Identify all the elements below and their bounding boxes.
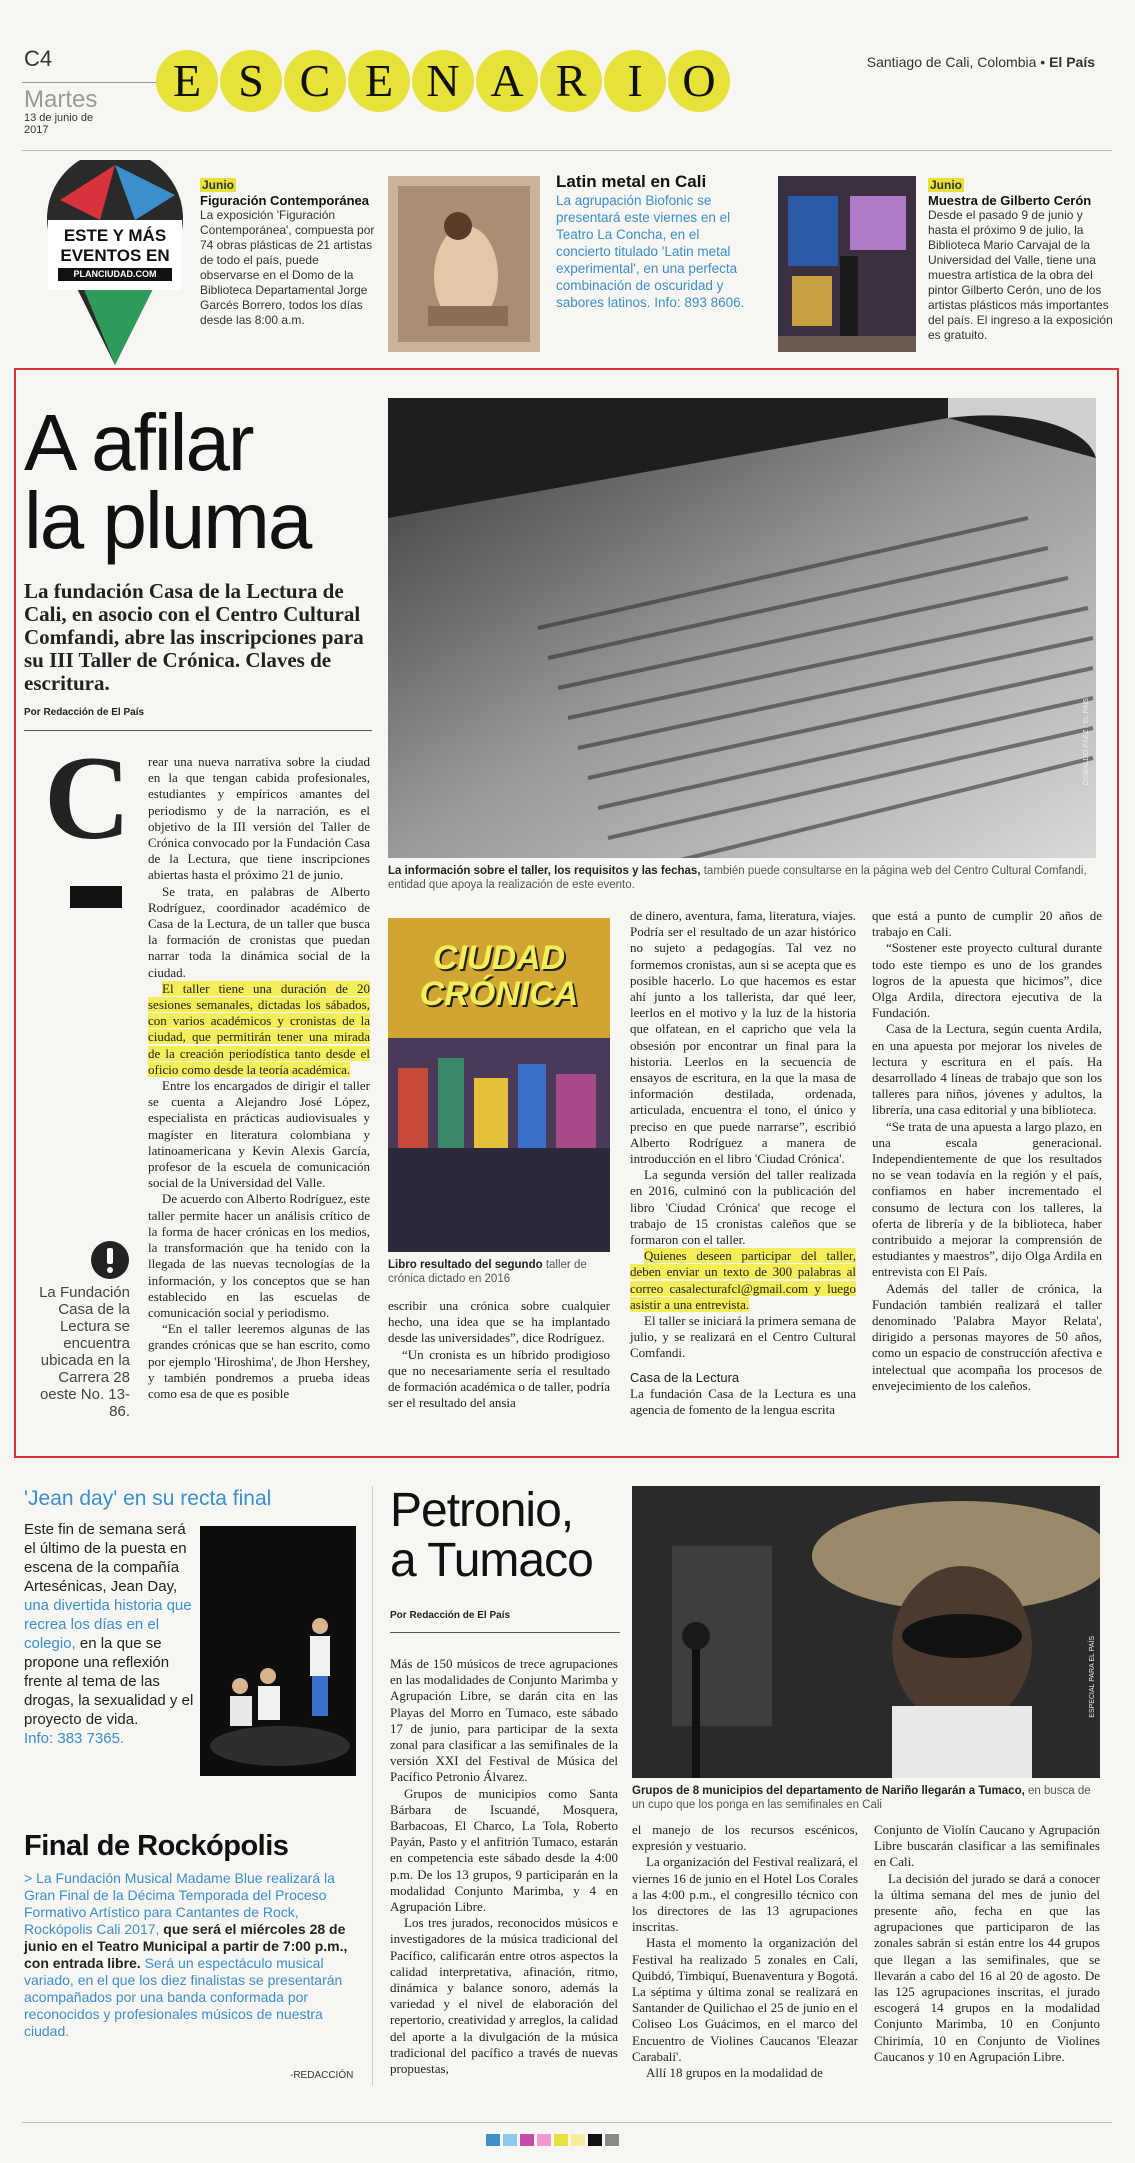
caption-rest: también puede consultarse en la página web del Centro Cultural Comfandi, entidad que apoya la realización de este evento. <box>388 865 1087 891</box>
registration-swatch <box>588 2134 602 2146</box>
paragraph: rear una nueva narrativa sobre la ciudad en la que tengan cabida profesionales, estudiantes y empíricos amantes del periodismo y de la narración, es el objetivo de la III versión del Taller de Crónica convocado por la Fundación Casa de la Lectura, que tiene inscripciones abiertas hasta el próximo 21 de junio. <box>148 754 370 883</box>
agenda-item-figuracion[interactable] <box>200 178 380 328</box>
caption-rest: en busca de un cupo que los ponga en las semifinales en Cali <box>632 1785 1091 1811</box>
logo-line2: EVENTOS EN <box>60 246 170 265</box>
feature-col3 <box>630 908 856 1418</box>
paragraph: “Un cronista es un híbrido prodigioso que no necesariamente sería el resultado de formación académica o de taller, podría ser el resultado del ansia <box>388 1346 610 1411</box>
agenda-item-title: Muestra de Gilberto Cerón <box>928 193 1092 208</box>
registration-swatch <box>520 2134 534 2146</box>
section-letter: A <box>476 50 538 112</box>
paragraph: que está a punto de cumplir 20 años de trabajo en Cali. <box>872 908 1102 940</box>
headline-line: A afilar <box>24 398 253 487</box>
agenda-photo-ceron <box>778 176 916 352</box>
headline-line: la pluma <box>24 476 311 565</box>
paragraph: La decisión del jurado se dará a conocer la última semana del mes de junio del presente año, fecha en que las agrupaciones que participaron de las zonales sabrán si están entre los 44 grupos que llegan a las semifinales, que se llevarán a cabo del 16 al 20 de agosto. De las 125 agrupaciones inscritas, el jurado escogerá 14 grupos en la modalidad Conjunto Marimba, 10 en Conjunto Chirimía, 10 en Conjunto de Violines Caucanos y 10 en Agrupación Libre. <box>874 1870 1100 2064</box>
section-letter: O <box>668 50 730 112</box>
paragraph: Hasta el momento la organización del Festival ha realizado 5 zonales en Cali, Quibdó, Timbiquí, Buenaventura y Bogotá. La séptima y última zonal se realizará en Santander de Quilichao el 25 de junio en el Coliseo Los Guácimos, en el marco del Encuentro de Violines Caucanos 'Eleazar Carabalí'. <box>632 1935 858 2064</box>
feature-col2-bottom <box>388 1298 610 1411</box>
petronio-byline: Por Redacción de El País <box>390 1610 511 1621</box>
agenda-tag: Junio <box>930 178 962 192</box>
section-letter: N <box>412 50 474 112</box>
city-text: Santiago de Cali, Colombia <box>866 54 1037 70</box>
petronio-caption <box>632 1784 1100 1812</box>
main-photo-caption <box>388 864 1088 892</box>
paragraph: Grupos de municipios como Santa Bárbara de Iscuandé, Mosquera, Barbacoas, El Charco, La Tola, Roberto Payán, Pasto y el anfitrión Tumaco, estarán en competencia este sábado desde la 4:00 p.m. De los 13 grupos, 9 participarán en la modalidad Conjunto Marimba, y 4 en Agrupación Libre. <box>390 1785 618 1915</box>
jean-day-text-c: en la que se propone una reflexión frente al tema de las drogas, la sexualidad y el proyecto de vida. <box>24 1635 194 1728</box>
paragraph: Los tres jurados, reconocidos músicos e investigadores de la música tradicional del Pacífico, calificarán entre otros aspectos la calidad interpretativa, afinación, ritmo, dinámica y balance sonoro, además la variedad y el nivel de elaboración del repertorio, creatividad y arreglos, la calidad del aporte a la divulgación de la música tradicional del pacífico a través de nuevas propuestas, <box>390 1915 618 2077</box>
gallery-image <box>778 176 916 352</box>
petronio-col2 <box>632 1822 858 2081</box>
rockopolis-text-c: Será un espectáculo musical variado, en el que los diez finalistas se presentarán acompañados por una banda conformada por reconocidos y profesionales músicos de nuestra ciudad. <box>24 1955 343 2039</box>
agenda-item-text: La exposición 'Figuración Contemporánea', compuesta por 74 obras plásticas de 21 artistas de todo el país, puede observarse en el Domo de la Biblioteca Departamental Jorge Garcés Borrero, todos los días desde las 8:00 a.m. <box>200 208 375 327</box>
paragraph: el manejo de los recursos escénicos, expresión y vestuario. <box>632 1822 858 1854</box>
header-rule <box>22 150 1112 151</box>
paragraph: “Se trata de una apuesta a largo plazo, en una escala generacional. Independientemente de que los resultados no se vean todavía en la región y el país, confiamos en haber incrementado el consumo de lectura con los talleres, la oferta de librería y de la biblioteca, haber contribuido a mejorar la comprensión de estudiantes y maestros”, dijo Olga Ardila en entrevista con El País. <box>872 1118 1102 1280</box>
logo-site: PLANCIUDAD.COM <box>58 268 172 281</box>
agenda-item-ceron[interactable] <box>928 178 1113 343</box>
map-pin-icon <box>40 160 190 370</box>
planciudad-logo[interactable] <box>40 160 190 370</box>
drop-cap: C <box>44 731 131 864</box>
paragraph: Allí 18 grupos en la modalidad de <box>646 2065 823 2081</box>
section-letter: E <box>348 50 410 112</box>
registration-swatch <box>605 2134 619 2146</box>
paragraph: La segunda versión del taller realizada en 2016, culminó con la publicación del libro 'Ciudad Crónica' que recoge el trabajo de 15 cronistas caleños que se formaron con el taller. <box>630 1167 856 1248</box>
title-line: Petronio, <box>390 1484 574 1537</box>
section-letter: E <box>156 50 218 112</box>
petronio-col3 <box>874 1822 1100 2065</box>
subheading: Casa de la Lectura <box>630 1369 740 1385</box>
caption-bold: La información sobre el taller, los requisitos y las fechas, <box>388 865 701 877</box>
feature-byline: Por Redacción de El País <box>24 707 145 718</box>
header-divider <box>22 82 162 83</box>
feature-deck: La fundación Casa de la Lectura de Cali, en asocio con el Centro Cultural Comfandi, abre las inscripciones para su III Taller de Crónica. Claves de escritura. <box>24 579 364 695</box>
paper-name: El País <box>1049 54 1095 70</box>
highlighted-text: Quienes deseen participar del taller, deben enviar un texto de 300 palabras al correo casalecturafcl@gmail.com y luego asistir a una entrevista. <box>630 1248 856 1312</box>
jean-day-photo <box>200 1526 356 1776</box>
paragraph: Además del taller de crónica, la Fundación también realizará el taller denominado 'Palabra Mayor Relata', dirigido a personas mayores de 50 años, como un espacio de construcción afectiva e intelectual que acompaña los procesos de envejecimiento de los caleños. <box>872 1280 1102 1393</box>
paragraph: de dinero, aventura, fama, literatura, viajes. Podría ser el resultado de un azar histórico no sujeto a pedagogías. Tal vez no formemos cronistas, aun si se acepta que es posible hacerlo. Lo que hacemos es estar ahí junto a los tallerista, dar qué leer, leerlos en el motivo y la luz de la historia que olfatean, en el capricho que vela la obsesión por encontrar un final para la historia. Leerlos en la secuencia de ensayos de escritura, en la que la masa de información destilada, ordenada, articulada, encuentra el tono, el único y preciso en que puede narrarse”, escribió Alberto Rodríguez a manera de introducción en el libro 'Ciudad Crónica'. <box>630 908 856 1167</box>
title-line: a Tumaco <box>390 1534 593 1587</box>
paragraph: El taller se iniciará la primera semana de julio, y se realizará en el Centro Cultural Comfandi. <box>630 1313 856 1361</box>
agenda-item-text: La agrupación Biofonic se presentará este viernes en el Teatro La Concha, en el concierto titulado 'Latin metal experimental', en una perfecta combinación de oscuridad y sabores latinos. Info: 893 8606. <box>556 193 745 310</box>
book-photo <box>388 398 1096 858</box>
photo-credit: OSWALDO PÁEZ / EL PAÍS <box>1083 698 1090 786</box>
info-icon <box>90 1240 130 1280</box>
section-letter: C <box>284 50 346 112</box>
registration-swatch <box>554 2134 568 2146</box>
section-letter: S <box>220 50 282 112</box>
paragraph: Entre los encargados de dirigir el taller se cuenta a Alejandro José López, especialista en prácticas audiovisuales y magíster en literatura colombiana y latinoamericana y Kevin Alexis García, profesor de la escuela de comunicación social de la Universidad del Valle. <box>148 1078 370 1191</box>
registration-swatch <box>537 2134 551 2146</box>
page-number: C4 <box>24 46 53 71</box>
agenda-item-title: Figuración Contemporánea <box>200 193 370 208</box>
paragraph: Casa de la Lectura, según cuenta Ardila, en una apuesta por mejorar los niveles de lectura y escritura en el país. Ha desarrollado 4 líneas de trabajo que son los talleres para niños, jóvenes y adultos, la librería, una casa editorial y una biblioteca. <box>872 1021 1102 1118</box>
feature-col4 <box>872 908 1102 1394</box>
jean-day-text <box>24 1520 194 1748</box>
paragraph: Más de 150 músicos de trece agrupaciones en las modalidades de Conjunto Marimba y Agrupación Libre, se darán cita en las Playas del Morro en Tumaco, este sábado 17 de junio, para participar de la sexta zonal para clasificar a las semifinales de la versión XXI del Festival de Música del Pacífico Petronio Álvarez. <box>390 1656 618 1785</box>
painting-image <box>388 176 540 352</box>
section-letter: R <box>540 50 602 112</box>
highlighted-text: El taller tiene una duración de 20 sesiones semanales, dictadas los sábados, con varios académicos y cronistas de la ciudad, que permitirán tener una mirada de la creación periodística tanto desde el oficio como desde la teoría académica. <box>148 980 370 1077</box>
footer-rule <box>22 2122 1112 2123</box>
caption-rest: taller de crónica dictado en 2016 <box>388 1259 587 1285</box>
stage-image <box>200 1526 356 1776</box>
open-book-image <box>388 398 1096 858</box>
jean-day-text-b: una divertida historia que recrea los días en el colegio, <box>24 1597 192 1652</box>
byline-rule <box>390 1632 620 1633</box>
rockopolis-text-a: > La Fundación Musical Madame Blue realizará la Gran Final de la Décima Temporada del Proceso Formativo Artístico para Cantantes de Rock, Rockópolis Cali 2017, <box>24 1870 335 1937</box>
rockopolis-text <box>24 1870 354 2040</box>
agenda-tag: Junio <box>202 178 234 192</box>
section-letter: I <box>604 50 666 112</box>
book-cover <box>388 918 610 1252</box>
petronio-photo <box>632 1486 1100 1778</box>
book-cover-title: CIUDAD CRÓNICA <box>419 939 579 1013</box>
petronio-title <box>390 1486 593 1586</box>
photo-credit: ESPECIAL PARA EL PAÍS <box>1089 1636 1096 1718</box>
registration-swatch <box>571 2134 585 2146</box>
paragraph: De acuerdo con Alberto Rodríguez, este taller permite hacer un análisis crítico de la forma de hacer crónicas en los medios, la transformación que ha tenido con la llegada de las nuevas tecnologías de la información, y los conceptos que se han establecido en las escuelas de comunicación social y periodismo. <box>148 1191 370 1320</box>
agenda-item-latin-metal[interactable] <box>556 172 746 311</box>
jean-day-title: 'Jean day' en su recta final <box>24 1487 272 1510</box>
musicians-image <box>632 1486 1100 1778</box>
caption-bold: Libro resultado del segundo <box>388 1259 543 1271</box>
paragraph: La fundación Casa de la Lectura es una agencia de fomento de la lengua escrita <box>630 1385 856 1418</box>
header-city: Santiago de Cali, Colombia • El País <box>866 54 1095 70</box>
header-day: Martes <box>24 86 98 113</box>
agenda-item-text: Desde el pasado 9 de junio y hasta el próximo 9 de julio, la Biblioteca Mario Carvajal de la Universidad del Valle, tiene una muestra artística de la obra del pintor Gilberto Cerón, uno de los artistas plásticos más importantes del país. El ingreso a la exposición es gratuito. <box>928 208 1113 342</box>
paragraph <box>630 1248 856 1313</box>
caption-bold: Grupos de 8 municipios del departamento de Nariño llegarán a Tumaco, <box>632 1785 1025 1797</box>
book-caption <box>388 1258 610 1286</box>
section-title <box>156 50 730 118</box>
paragraph: escribir una crónica sobre cualquier hecho, una idea que se ha implantado desde las universidades”, dice Rodríguez. <box>388 1298 610 1346</box>
feature-col1-top <box>148 754 370 1402</box>
paragraph: Conjunto de Violín Caucano y Agrupación Libre buscarán clasificar a las semifinales en Cali. <box>874 1822 1100 1870</box>
paragraph: Se trata, en palabras de Alberto Rodríguez, coordinador académico de Casa de la Lectura, de un taller que busca la formación de cronistas que puedan narrar toda la dinámica social de la ciudad. <box>148 883 370 980</box>
drop-cap-bar <box>70 886 122 908</box>
registration-swatch <box>486 2134 500 2146</box>
color-registration-bar <box>486 2134 619 2146</box>
agenda-photo-figuracion <box>388 176 540 352</box>
address-sidenote: La Fundación Casa de la Lectura se encuentra ubicada en la Carrera 28 oeste No. 13-86. <box>39 1284 130 1420</box>
feature-headline <box>24 398 311 565</box>
rockopolis-title: Final de Rockópolis <box>24 1830 289 1862</box>
jean-day-text-a: Este fin de semana será el último de la puesta en escena de la compañía Artesénicas, Jean Day, <box>24 1521 187 1595</box>
rockopolis-sign: -REDACCIÓN <box>290 2070 354 2081</box>
paragraph <box>148 981 370 1078</box>
paragraph: “En el taller leeremos algunas de las grandes crónicas que se han escrito, como por ejemplo 'Hiroshima', de Jhon Hershey, y también pondremos a prueba ideas como esa de que es posible <box>148 1321 370 1401</box>
jean-day-info: Info: 383 7365. <box>24 1730 125 1747</box>
logo-line1: ESTE Y MÁS <box>63 226 167 245</box>
paragraph: La organización del Festival realizará, el viernes 16 de junio en el Hotel Los Corales a las 4:00 p.m., el congresillo técnico con los directores de las 13 agrupaciones inscritas. <box>632 1854 858 1935</box>
petronio-col1 <box>390 1656 618 2077</box>
paragraph: “Sostener este proyecto cultural durante todo este tiempo es uno de los grandes logros de la apuesta que hicimos”, dice Olga Ardila, directora ejecutiva de la Fundación. <box>872 940 1102 1021</box>
header-date: 13 de junio de 2017 <box>24 112 94 136</box>
rockopolis-text-b: que será el miércoles 28 de junio en el Teatro Municipal a partir de 7:00 p.m., con entrada libre. <box>24 1921 348 1971</box>
registration-swatch <box>503 2134 517 2146</box>
agenda-item-title: Latin metal en Cali <box>556 172 707 191</box>
column-divider <box>372 1486 373 2086</box>
